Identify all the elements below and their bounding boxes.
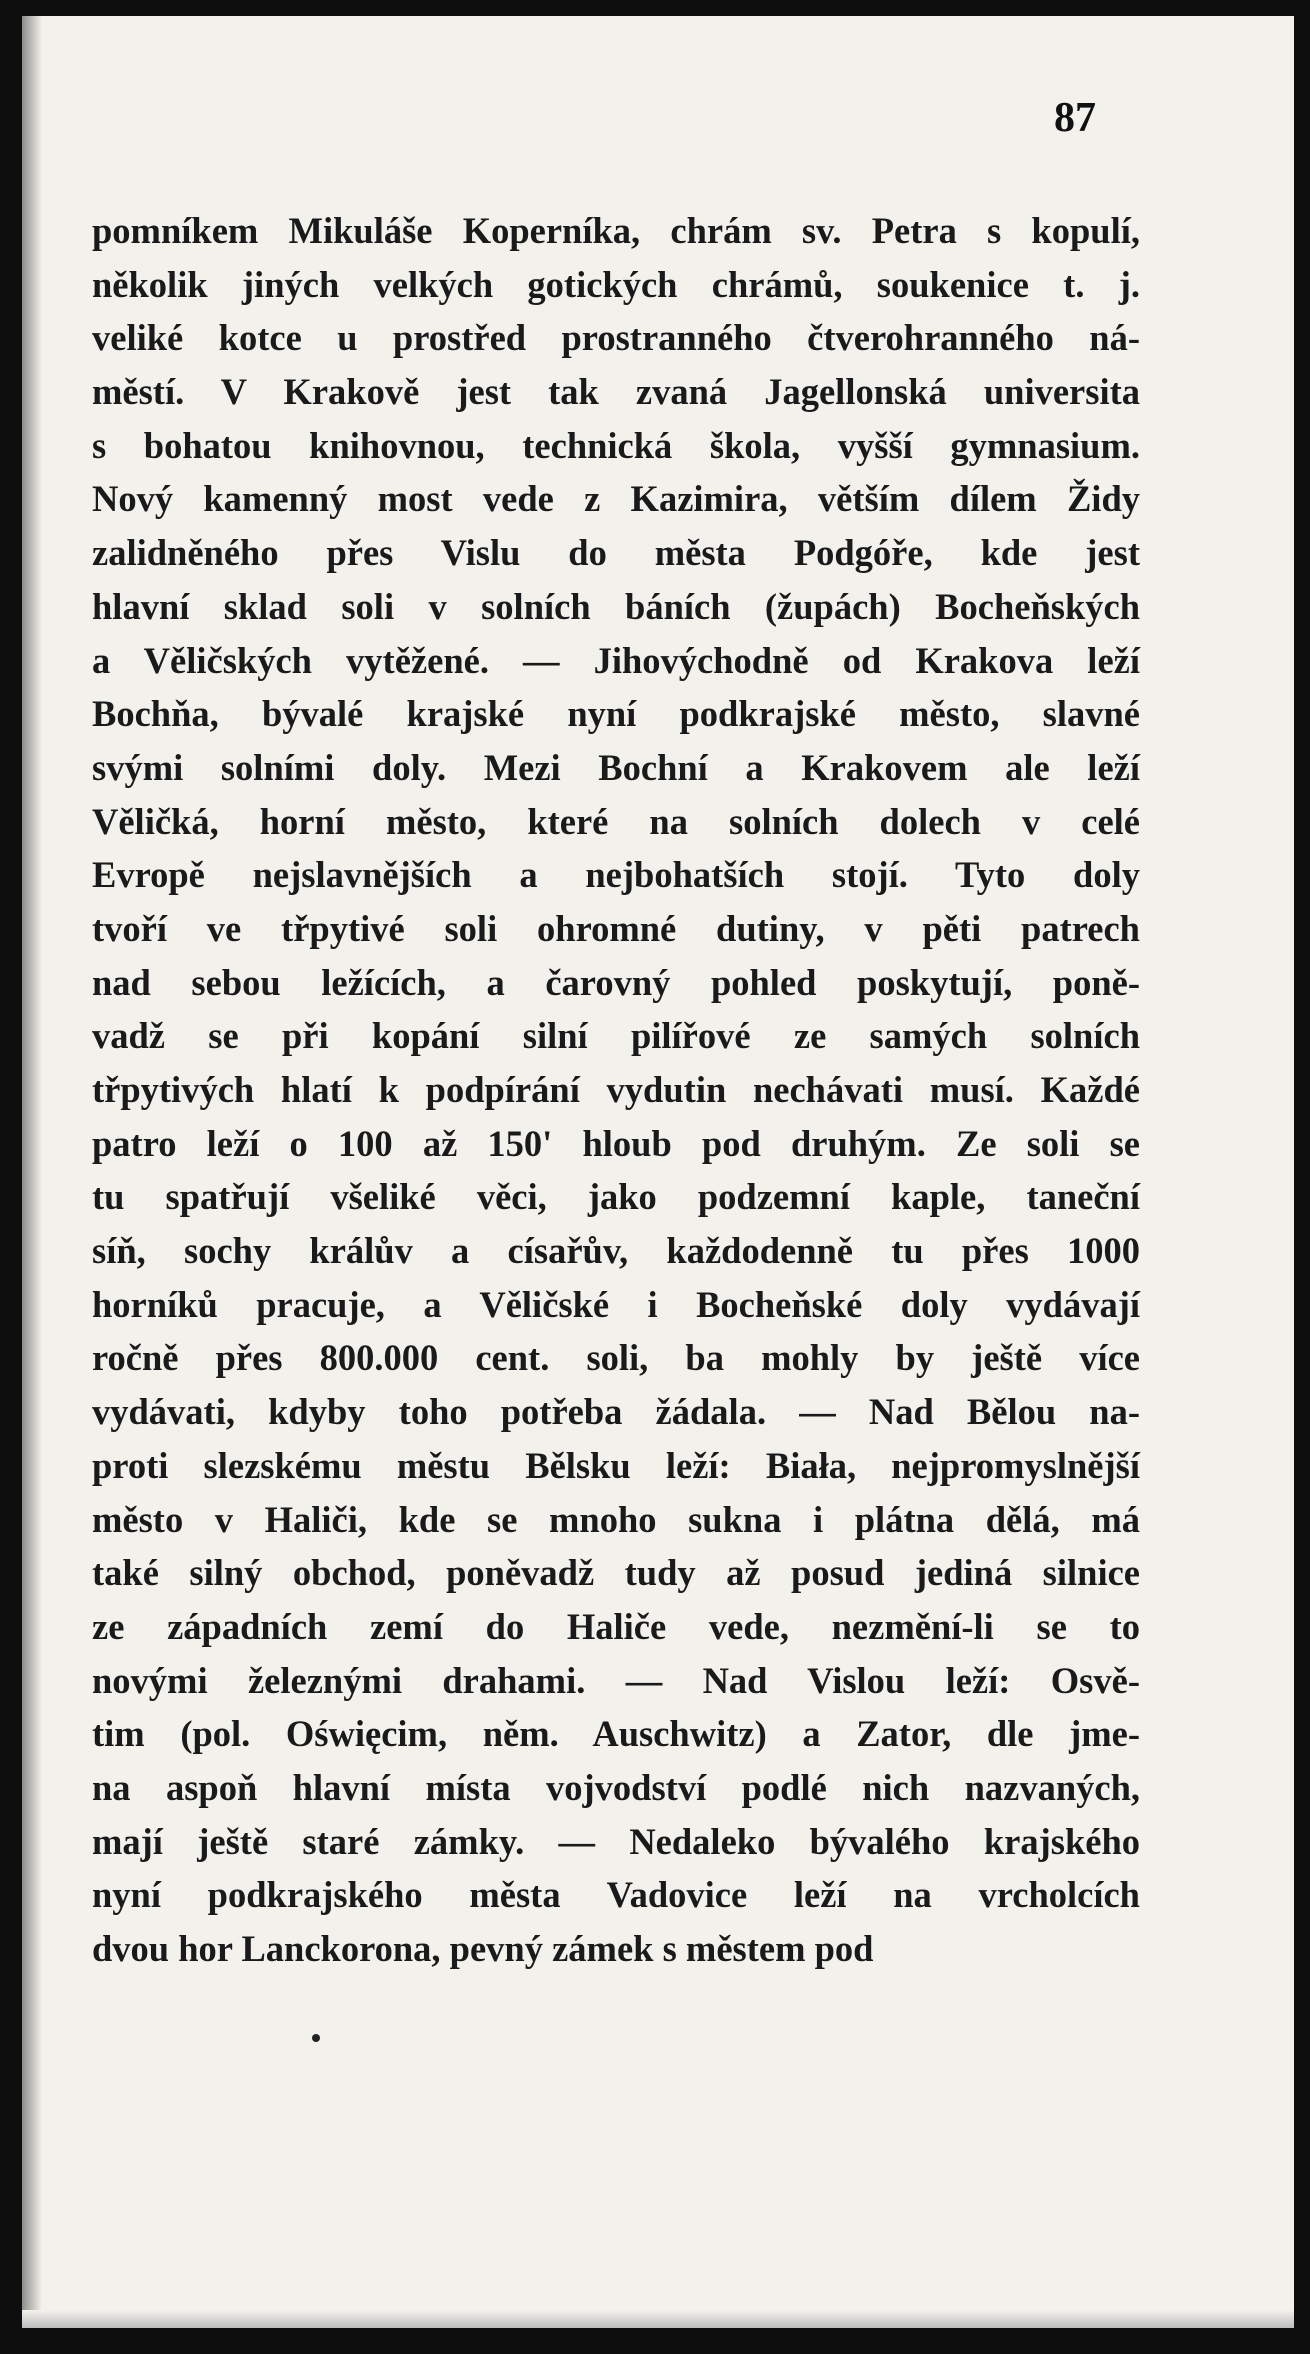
text-line: veliké kotce u prostřed prostranného čtverohranného ná- (92, 317, 1140, 359)
page-bottom-edge (22, 2310, 1294, 2328)
text-line: městí. V Krakově jest tak zvaná Jagellonská universita (92, 371, 1140, 413)
text-line: na aspoň hlavní místa vojvodství podlé nich nazvaných, (92, 1766, 1140, 1808)
text-line: tim (pol. Oświęcim, něm. Auschwitz) a Zator, dle jme- (92, 1713, 1140, 1755)
text-line: dvou hor Lanckorona, pevný zámek s městem pod (92, 1928, 874, 1969)
text-line: svými solními doly. Mezi Bochní a Krakovem ale leží (92, 746, 1140, 788)
text-line: město v Haliči, kde se mnoho sukna i plátna dělá, má (92, 1498, 1140, 1540)
text-line: novými železnými drahami. — Nad Vislou leží: Osvě- (92, 1659, 1140, 1701)
text-line: a Věličských vytěžené. — Jihovýchodně od Krakova leží (92, 639, 1140, 681)
text-line: ze západních zemí do Haliče vede, nezmění-li se to (92, 1605, 1140, 1647)
text-line: několik jiných velkých gotických chrámů, soukenice t. j. (92, 263, 1140, 305)
text-line: vydávati, kdyby toho potřeba žádala. — Nad Bělou na- (92, 1391, 1140, 1433)
text-line: třpytivých hlatí k podpírání vydutin nechávati musí. Každé (92, 1069, 1140, 1110)
text-line: patro leží o 100 až 150' hloub pod druhým. Ze soli se (92, 1122, 1140, 1164)
text-line: tu spatřují všeliké věci, jako podzemní kaple, taneční (92, 1176, 1140, 1218)
text-line: síň, sochy králův a císařův, každodenně tu přes 1000 (92, 1230, 1140, 1272)
text-line: zalidněného přes Vislu do města Podgóře, kde jest (92, 532, 1140, 574)
text-line: horníků pracuje, a Věličské i Bocheňské doly vydávají (92, 1283, 1140, 1325)
text-line: nyní podkrajského města Vadovice leží na vrcholcích (92, 1874, 1140, 1916)
text-line: proti slezskému městu Bělsku leží: Biała, nejpromyslnější (92, 1444, 1140, 1486)
text-line: Nový kamenný most vede z Kazimira, větším dílem Židy (92, 478, 1140, 520)
text-line: ročně přes 800.000 cent. soli, ba mohly by ještě více (92, 1337, 1140, 1379)
text-line: Věličká, horní město, které na solních dolech v celé (92, 800, 1140, 842)
text-line: mají ještě staré zámky. — Nedaleko bývalého krajského (92, 1820, 1140, 1862)
body-text (92, 204, 1140, 1976)
page-number: 87 (1054, 95, 1096, 141)
text-line: s bohatou knihovnou, technická škola, vyšší gymnasium. (92, 424, 1140, 466)
text-line: vadž se při kopání silní pilířové ze samých solních (92, 1015, 1140, 1057)
text-line: Bochňa, bývalé krajské nyní podkrajské město, slavné (92, 693, 1140, 735)
text-line: hlavní sklad soli v solních báních (župách) Bocheňských (92, 585, 1140, 627)
text-line: nad sebou ležících, a čarovný pohled poskytují, poně- (92, 961, 1140, 1003)
ink-speck (312, 2034, 320, 2042)
page-gutter-shadow (22, 16, 42, 2328)
book-page (22, 16, 1294, 2328)
text-line: také silný obchod, poněvadž tudy až posud jediná silnice (92, 1552, 1140, 1594)
text-line: tvoří ve třpytivé soli ohromné dutiny, v pěti patrech (92, 907, 1140, 949)
text-line: Evropě nejslavnějších a nejbohatších stojí. Tyto doly (92, 854, 1140, 896)
text-line: pomníkem Mikuláše Koperníka, chrám sv. Petra s kopulí, (92, 210, 1140, 251)
